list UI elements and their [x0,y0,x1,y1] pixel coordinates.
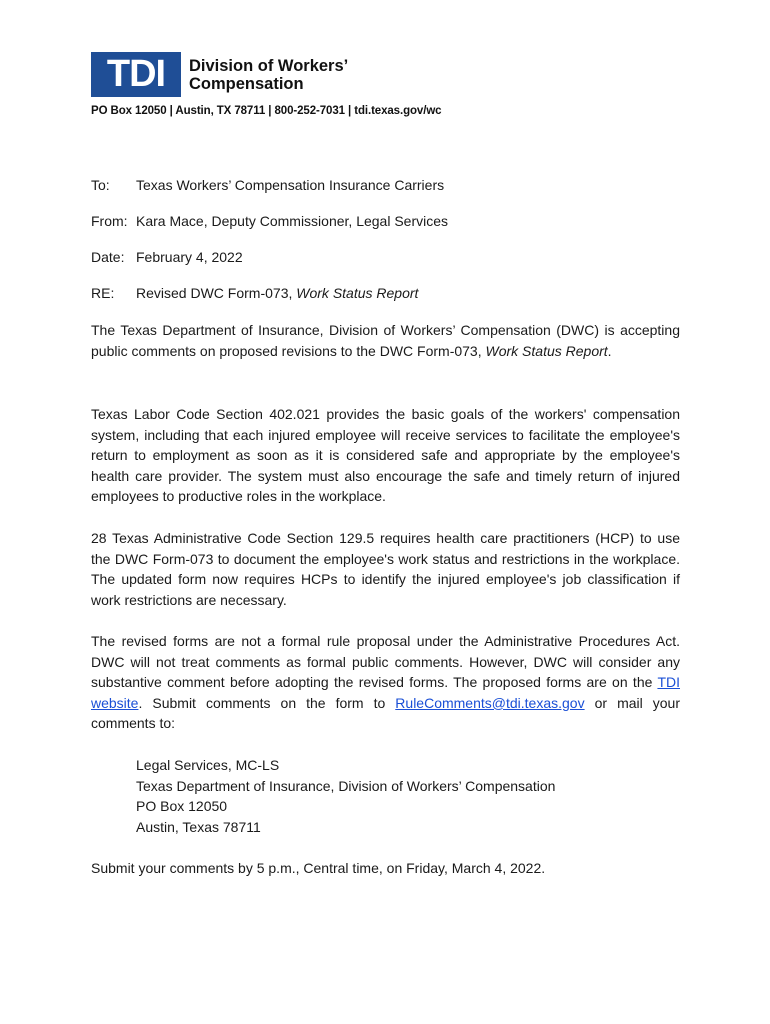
letterhead [91,52,441,117]
letterhead-address: PO Box 12050 | Austin, TX 78711 | 800-252-7031 | tdi.texas.gov/wc [91,105,442,117]
from-value: Kara Mace, Deputy Commissioner, Legal Services [136,213,449,229]
paragraph-admin-code: 28 Texas Administrative Code Section 129.5 requires health care practitioners (HCP) to use the DWC Form-073 to document the employee's work status and restrictions in the workplace. The updated form now requires HCPs to identify the injured employee's job classification if work restrictions are necessary. [91,530,680,608]
p1-italic: Work Status Report [485,342,608,359]
rule-comments-email-link[interactable]: RuleComments@tdi.texas.gov [395,694,585,711]
re-value: Revised DWC Form-073, [136,285,297,301]
p1-text: The Texas Department of Insurance, Division of Workers’ Compensation (DWC) is accepting public comments on proposed revisions to the DWC Form-073, [91,322,680,359]
tdi-logo: TDI [91,52,181,97]
paragraph-intro [91,320,680,361]
memo-from [91,213,448,229]
to-label: To: [91,177,110,193]
address-line-4: Austin, Texas 78711 [136,818,261,835]
p1-end: . [607,342,612,359]
logo-row [91,52,441,97]
date-label: Date: [91,249,125,265]
tdi-website-link[interactable]: TDI website [91,674,680,711]
paragraph-labor-code: Texas Labor Code Section 402.021 provides the basic goals of the workers' compensation system, including that each injured employee will receive services to facilitate the employee's return to employment as soon as it is considered safe and appropriate by the employee's health care provider. The system must also encourage the safe and timely return of injured employees to productive roles in the workplace. [91,406,680,505]
memo-to [91,177,444,193]
address-line-2: Texas Department of Insurance, Division of Workers’ Compensation [136,777,556,794]
mailing-address [136,755,555,837]
division-name [189,57,348,93]
memo-date [91,249,243,265]
from-label: From: [91,213,128,229]
to-value: Texas Workers’ Compensation Insurance Carriers [136,177,445,193]
address-line-1: Legal Services, MC-LS [136,757,280,773]
memo-re [91,285,418,301]
p4-text-a: The revised forms are not a formal rule proposal under the Administrative Procedures Act. DWC will not treat comments as formal public comments. However, DWC will consider any substantive comment before adopting the revised forms. The proposed forms are on the [91,633,680,691]
address-line-3: PO Box 12050 [136,798,228,815]
p4-text-b: . Submit comments on the form to [138,694,396,711]
re-value-italic: Work Status Report [296,285,419,301]
division-line-1: Division of Workers’ [189,56,349,75]
date-value: February 4, 2022 [136,249,243,265]
division-line-2: Compensation [189,74,304,93]
re-label: RE: [91,285,115,301]
p4-text-c: or mail your comments to: [91,694,680,732]
paragraph-comments [91,631,680,734]
closing-statement: Submit your comments by 5 p.m., Central time, on Friday, March 4, 2022. [91,860,546,876]
